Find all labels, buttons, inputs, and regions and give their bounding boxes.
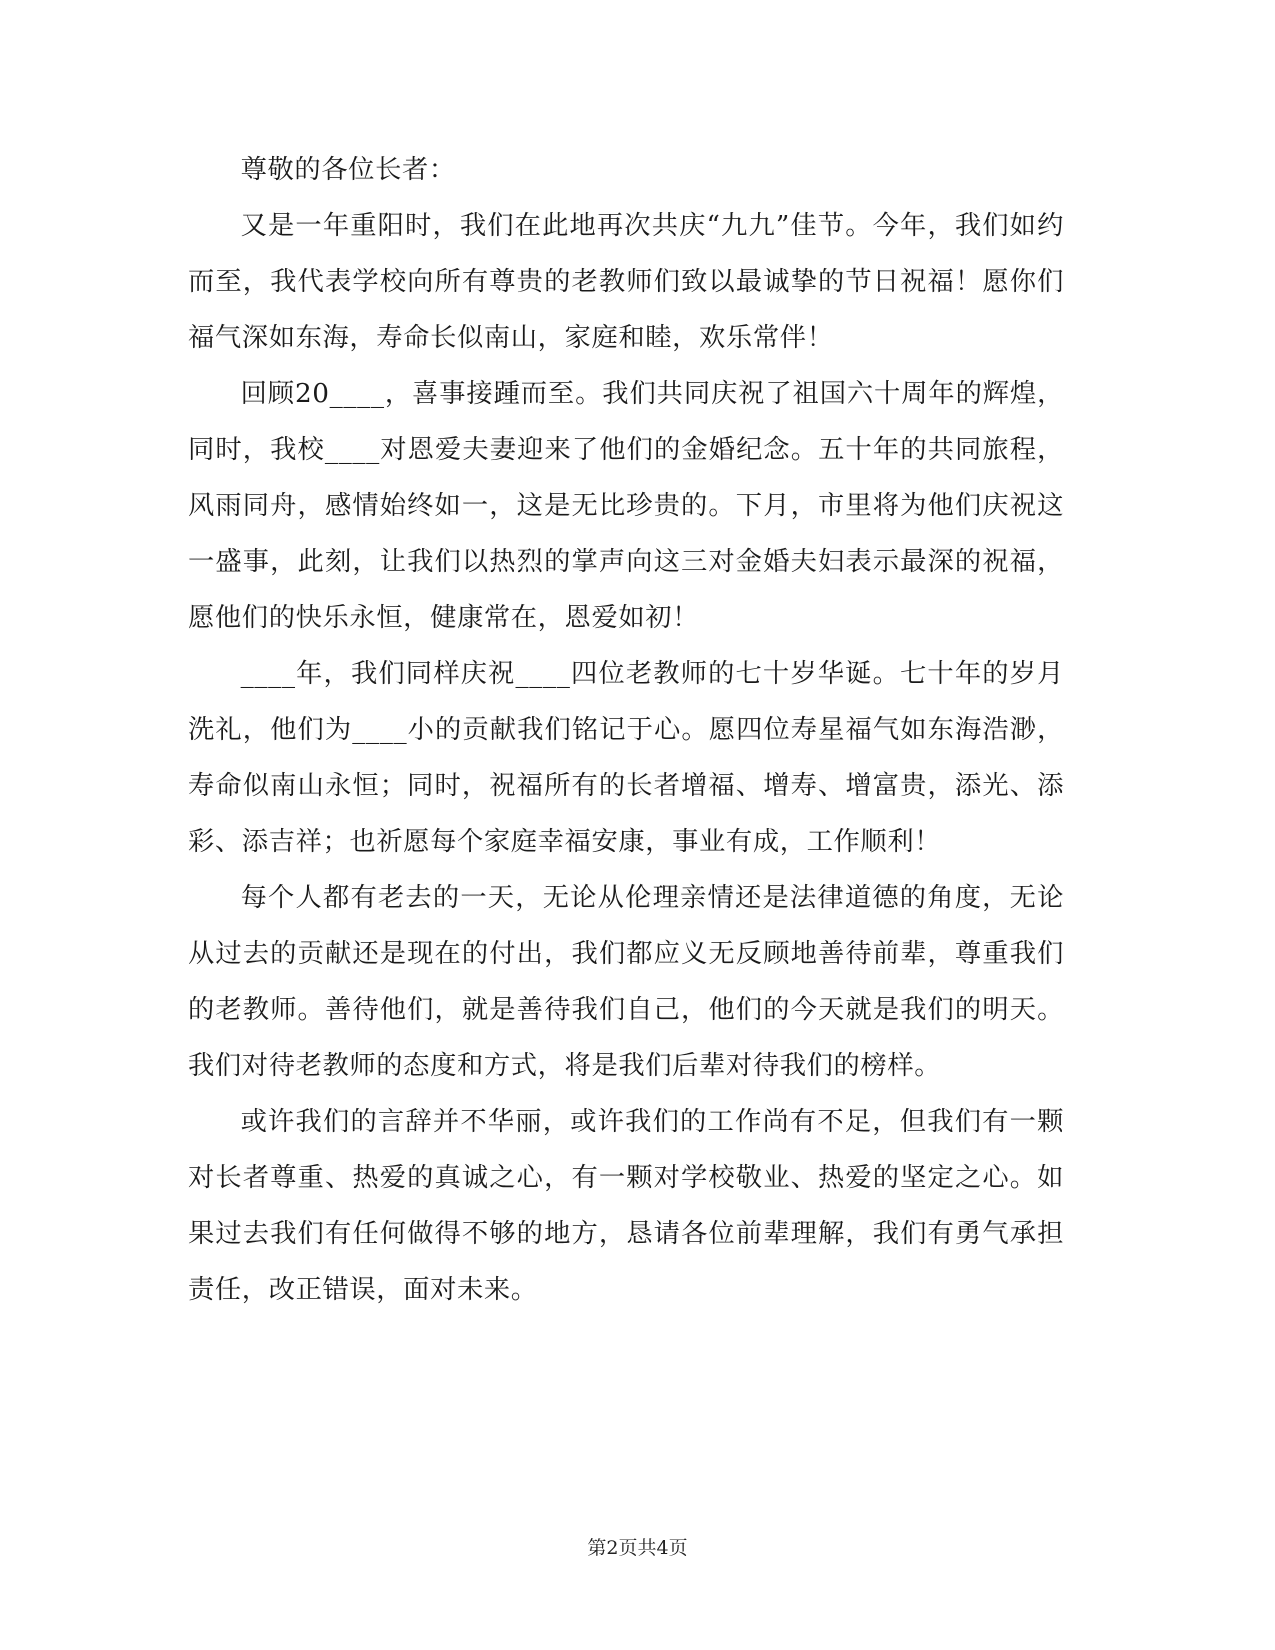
document-body	[188, 142, 1064, 1318]
paragraph-greeting: 又是一年重阳时，我们在此地再次共庆“九九”佳节。今年，我们如约而至，我代表学校向所有尊贵的老教师们致以最诚挚的节日祝福！愿你们福气深如东海，寿命长似南山，家庭和睦，欢乐常伴！	[188, 211, 1064, 353]
salutation: 尊敬的各位长者：	[240, 155, 456, 185]
paragraph-review: 回顾20____，喜事接踵而至。我们共同庆祝了祖国六十周年的辉煌，同时，我校____对恩爱夫妻迎来了他们的金婚纪念。五十年的共同旅程，风雨同舟，感情始终如一，这是无比珍贵的。下月，市里将为他们庆祝这一盛事，此刻，让我们以热烈的掌声向这三对金婚夫妇表示最深的祝福，愿他们的快乐永恒，健康常在，恩爱如初！	[188, 379, 1064, 633]
paragraph-closing: 或许我们的言辞并不华丽，或许我们的工作尚有不足，但我们有一颗对长者尊重、热爱的真诚之心，有一颗对学校敬业、热爱的坚定之心。如果过去我们有任何做得不够的地方，恳请各位前辈理解，我们有勇气承担责任，改正错误，面对未来。	[188, 1107, 1064, 1305]
paragraph-respect: 每个人都有老去的一天，无论从伦理亲情还是法律道德的角度，无论从过去的贡献还是现在的付出，我们都应义无反顾地善待前辈，尊重我们的老教师。善待他们，就是善待我们自己，他们的今天就是我们的明天。我们对待老教师的态度和方式，将是我们后辈对待我们的榜样。	[188, 883, 1064, 1081]
paragraph-birthday: ____年，我们同样庆祝____四位老教师的七十岁华诞。七十年的岁月洗礼，他们为____小的贡献我们铭记于心。愿四位寿星福气如东海浩渺，寿命似南山永恒；同时，祝福所有的长者增福、增寿、增富贵，添光、添彩、添吉祥；也祈愿每个家庭幸福安康，事业有成，工作顺利！	[188, 659, 1064, 857]
page-number-footer: 第2页共4页	[587, 1537, 688, 1559]
